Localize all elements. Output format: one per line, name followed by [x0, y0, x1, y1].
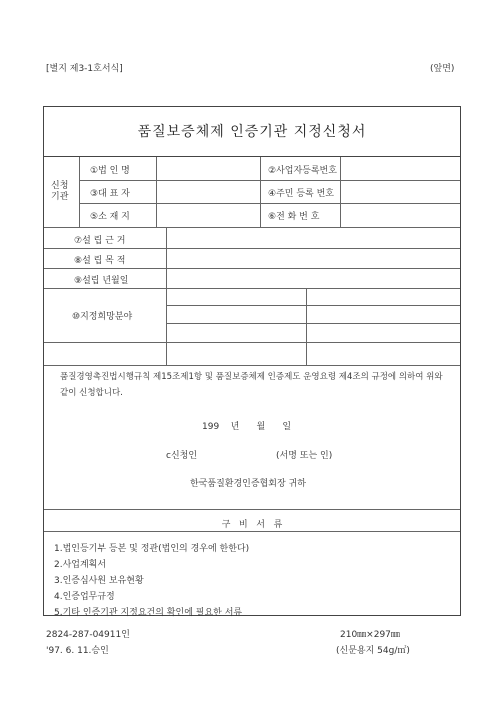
application-form	[43, 106, 461, 616]
applicant-label: c신청인	[166, 451, 198, 461]
basis-label: ⑦설 립 근 거	[74, 236, 126, 246]
doc-item: 1.법인등기부 등본 및 정관(법인의 경우에 한한다)	[54, 544, 250, 554]
representative-label: ③대 표 자	[90, 189, 130, 199]
documents-heading: 구 비 서 류	[221, 520, 283, 530]
statement-text: 품질경영촉진법시행규칙 제15조제1항 및 품질보증체제 인증제도 운영요령 제4조의 규정에 의하여 위와 같이 신청합니다.	[60, 372, 443, 398]
doc-item: 3.인증심사원 보유현황	[54, 576, 144, 586]
resident-number-label: ④주민 등록 번호	[268, 189, 334, 199]
business-number-label: ②사업자등록번호	[268, 166, 337, 176]
doc-item: 5.기타 인증기관 지정요건의 확인에 필요한 서류	[54, 608, 243, 618]
date-line: 199 년 월 일	[202, 422, 292, 432]
page-side-label: (앞면)	[430, 64, 455, 74]
phone-label: ⑥전 화 번 호	[268, 212, 320, 222]
doc-item: 2.사업계획서	[54, 560, 107, 570]
form-number: [별지 제3-1호서식]	[46, 64, 123, 74]
field-label: ⑩지정희망분야	[72, 312, 133, 322]
address-label: ⑤소 재 지	[90, 212, 130, 222]
form-title: 품질보증체제 인증기관 지정신청서	[44, 107, 460, 157]
paper-type: (신문용지 54g/㎡)	[336, 646, 410, 656]
paper-size: 210㎜×297㎜	[340, 630, 400, 640]
signature-label: (서명 또는 인)	[276, 451, 333, 461]
approval-date: '97. 6. 11.승인	[46, 646, 109, 656]
doc-item: 4.인증업무규정	[54, 592, 115, 602]
addressee: 한국품질환경인증협회장 귀하	[190, 479, 306, 489]
form-code: 2824-287-04911인	[46, 630, 130, 640]
company-name-label: ①법 인 명	[90, 166, 130, 176]
applicant-group-label: 신청 기관	[51, 181, 69, 202]
purpose-label: ⑧설 립 목 적	[74, 256, 126, 266]
date-label: ⑨설립 년월일	[74, 276, 129, 286]
